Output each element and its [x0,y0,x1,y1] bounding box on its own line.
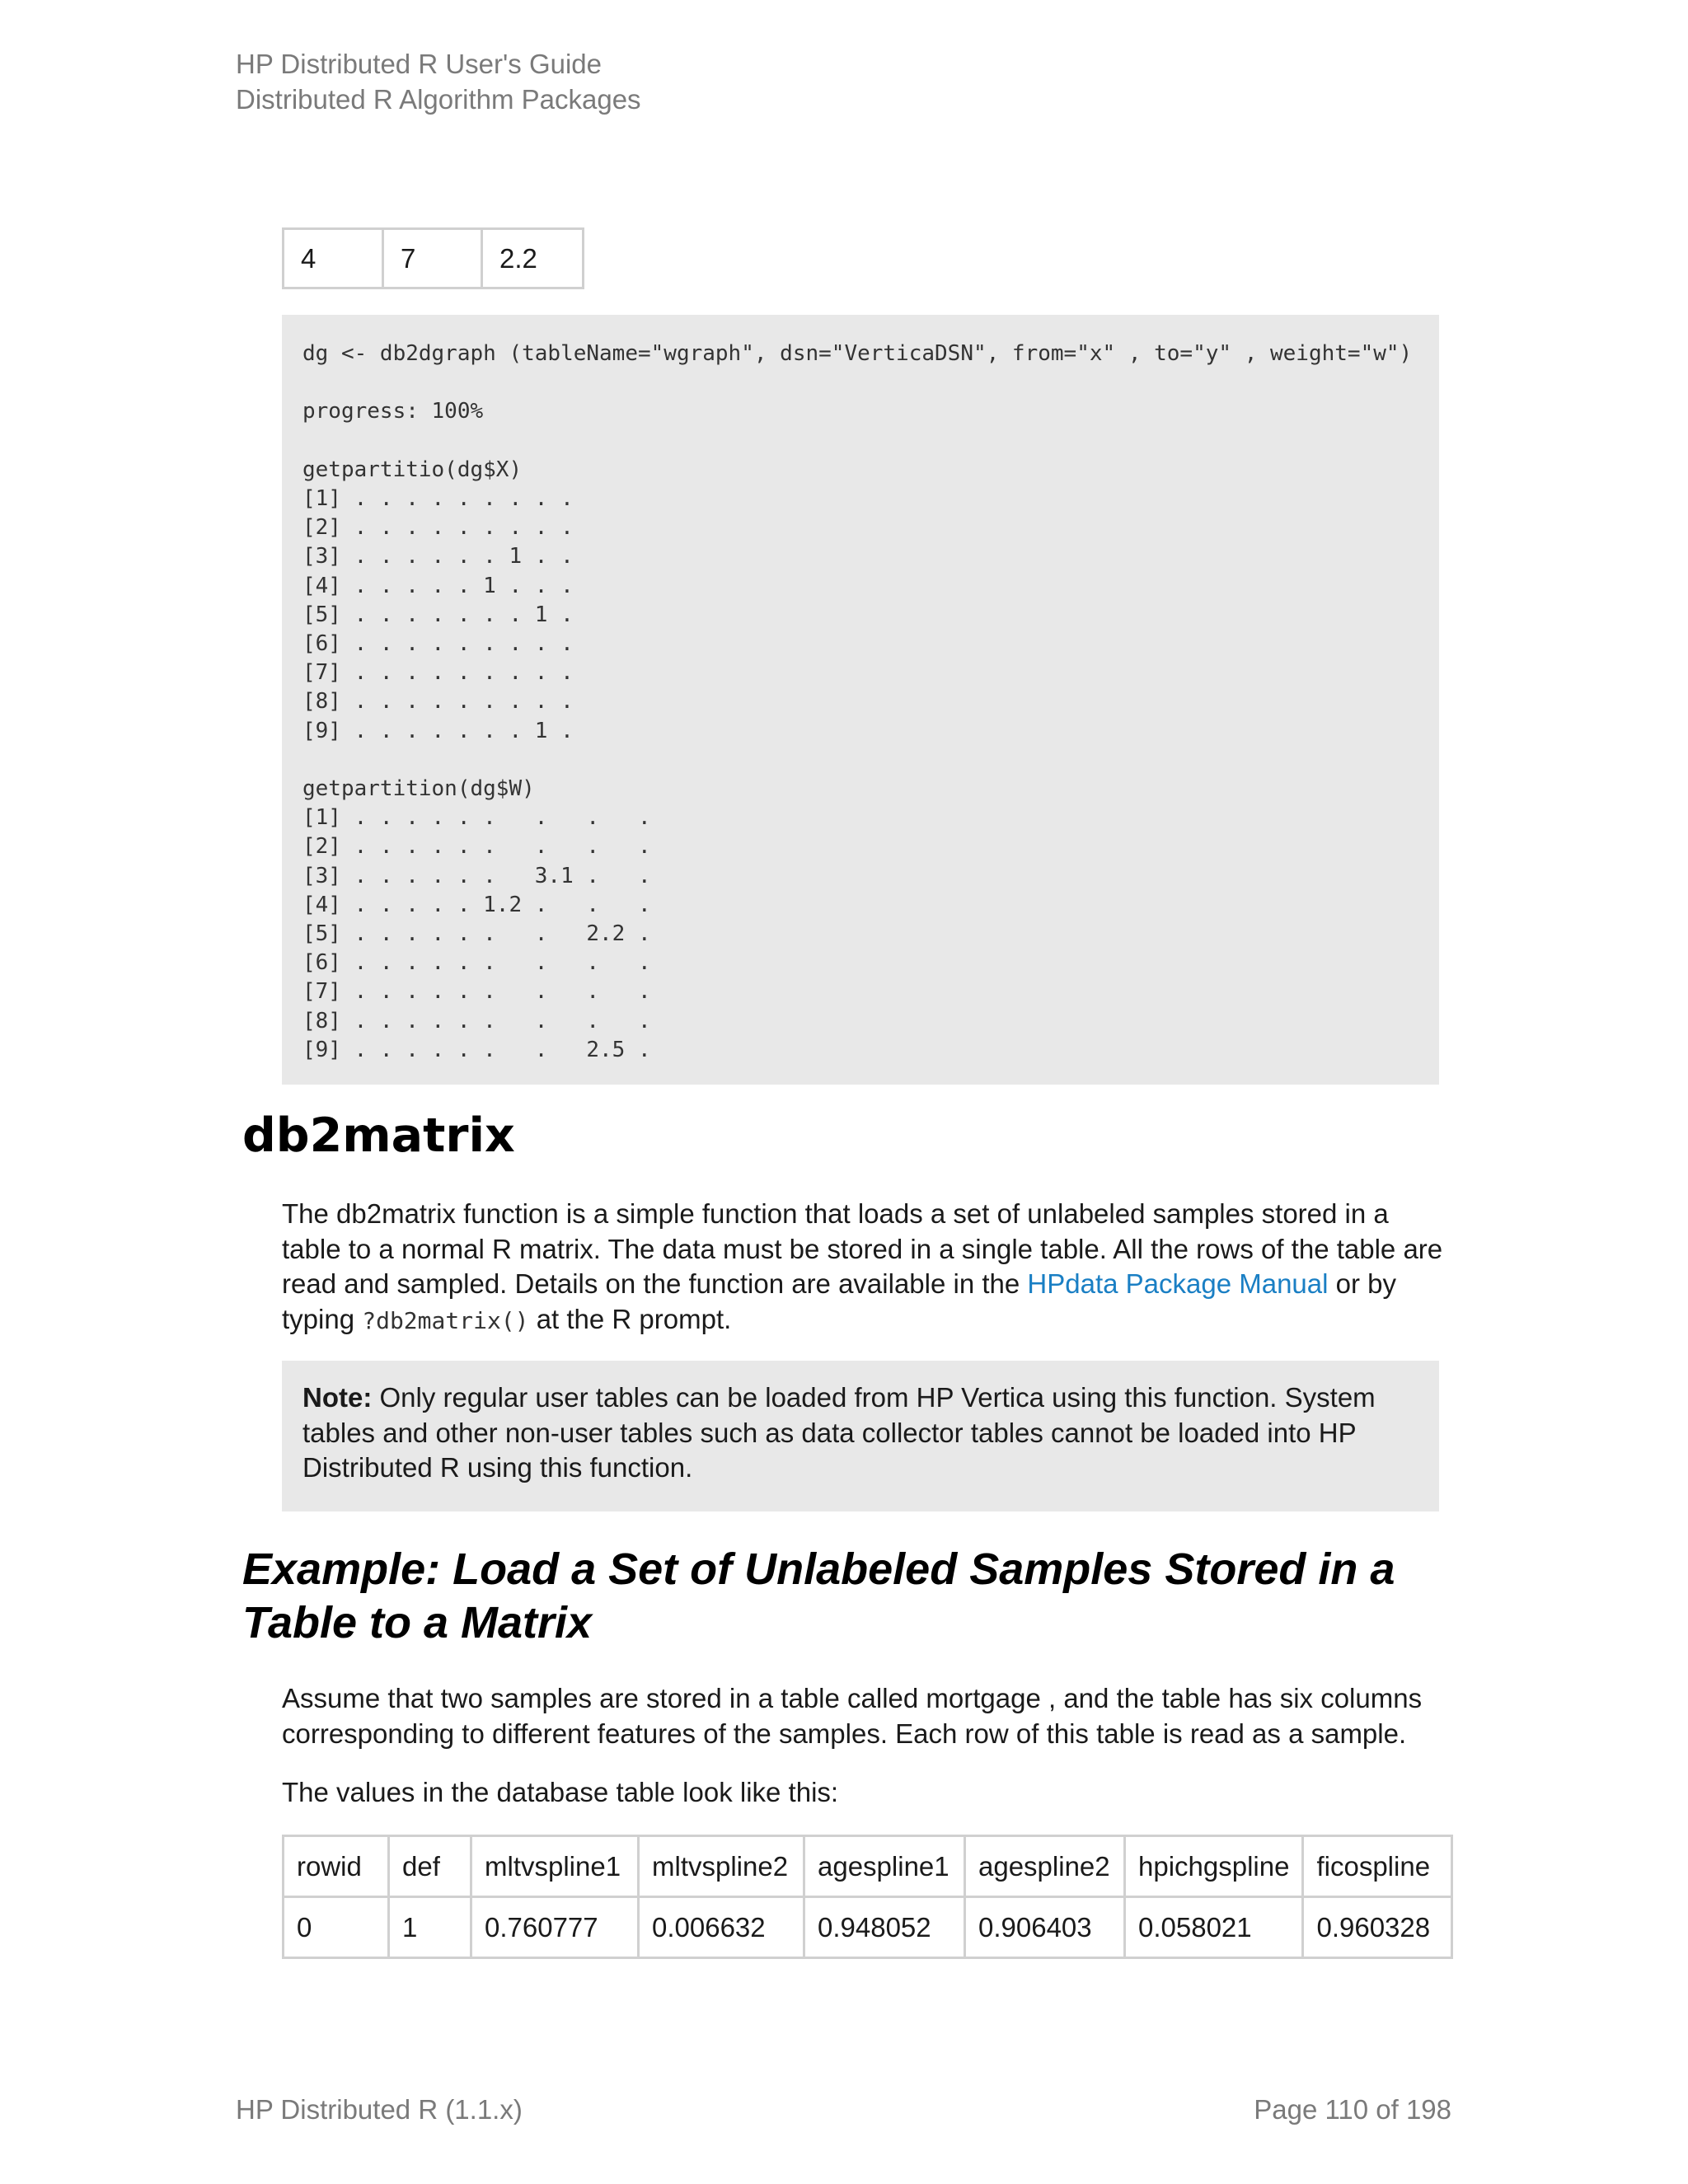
description-text: The db2matrix function is a simple function that loads a set of unlabeled samples stored in a table to a normal R matrix. The data must be stored in a single table. All the rows of the table are read and sampled. Details on the function are available in the [282,1198,1443,1299]
column-header: def [389,1836,471,1897]
table-row [284,229,584,288]
hpdata-manual-link[interactable]: HPdata Package Manual [1027,1268,1329,1299]
example-heading: Example: Load a Set of Unlabeled Samples Stored in a Table to a Matrix [242,1544,1395,1647]
footer-page-number: Page 110 of 198 [1254,2094,1451,2125]
table-cell: 0.960328 [1303,1897,1452,1958]
partial-weight-table [282,227,584,289]
example-paragraph: Assume that two samples are stored in a table called mortgage , and the table has six columns corresponding to different features of the samples. Each row of this table is read as a sample. [282,1683,1423,1749]
note-text: Only regular user tables can be loaded from HP Vertica using this function. System tables and other non-user tables such as data collector tables cannot be loaded into HP Distributed R using this function. [302,1382,1376,1483]
table-header-row [284,1836,1452,1897]
column-header: mltvspline2 [639,1836,804,1897]
guide-title: HP Distributed R User's Guide [236,49,603,79]
table-cell: 0 [284,1897,389,1958]
column-header: agespline2 [965,1836,1125,1897]
column-header: ficospline [1303,1836,1452,1897]
table-cell: 0.760777 [471,1897,639,1958]
footer-product: HP Distributed R (1.1.x) [236,2094,523,2125]
section-heading: db2matrix [242,1108,515,1163]
table-cell: 0.948052 [804,1897,965,1958]
chapter-title: Distributed R Algorithm Packages [236,84,641,115]
description-text: at the R prompt. [528,1303,732,1334]
table-cell: 0.006632 [639,1897,804,1958]
code-example-block [282,315,1439,1085]
table-cell: 4 [284,229,383,288]
table-cell: 0.058021 [1125,1897,1303,1958]
section-description [282,1197,1452,1338]
note-label: Note: [302,1382,373,1413]
column-header: agespline1 [804,1836,965,1897]
note-box [282,1361,1439,1511]
page-header [236,46,641,117]
example-paragraph-2: The values in the database table look like this: [282,1777,839,1807]
table-cell: 1 [389,1897,471,1958]
table-cell: 0.906403 [965,1897,1125,1958]
column-header: rowid [284,1836,389,1897]
column-header: mltvspline1 [471,1836,639,1897]
column-header: hpichgspline [1125,1836,1303,1897]
mortgage-data-table [282,1835,1453,1959]
description-text: or by typing [282,1268,1397,1334]
table-row [284,1897,1452,1958]
table-cell: 2.2 [482,229,584,288]
table-cell: 7 [383,229,482,288]
code-text: dg <- db2dgraph (tableName="wgraph", dsn="VerticaDSN", from="x" , to="y" , weight="w") progress: 100% getpartitio(dg$X) [1] . . . . . . . . . [2] . . . . . . . . . [3] . . . . . . 1 . . [4] . . . . . 1 . . . [5] . . . . . . . 1 . [6] . . . . . . . . . [7] . . . . . . . . . [8] . . . . . . . . . [9] . . . . . . . 1 . getpartition(dg$W) [1] . . . . . . . . . [2] . . . . . . . . . [3] . . . . . . 3.1 . . [4] . . . . . 1.2 . . . [5] . . . . . . . 2.2 . [6] . . . . . . . . . [7] . . . . . . . . . [8] . . . . . . . . . [9] . . . . . . . 2.5 . [302,341,1413,1062]
inline-code: ?db2matrix() [362,1306,529,1334]
